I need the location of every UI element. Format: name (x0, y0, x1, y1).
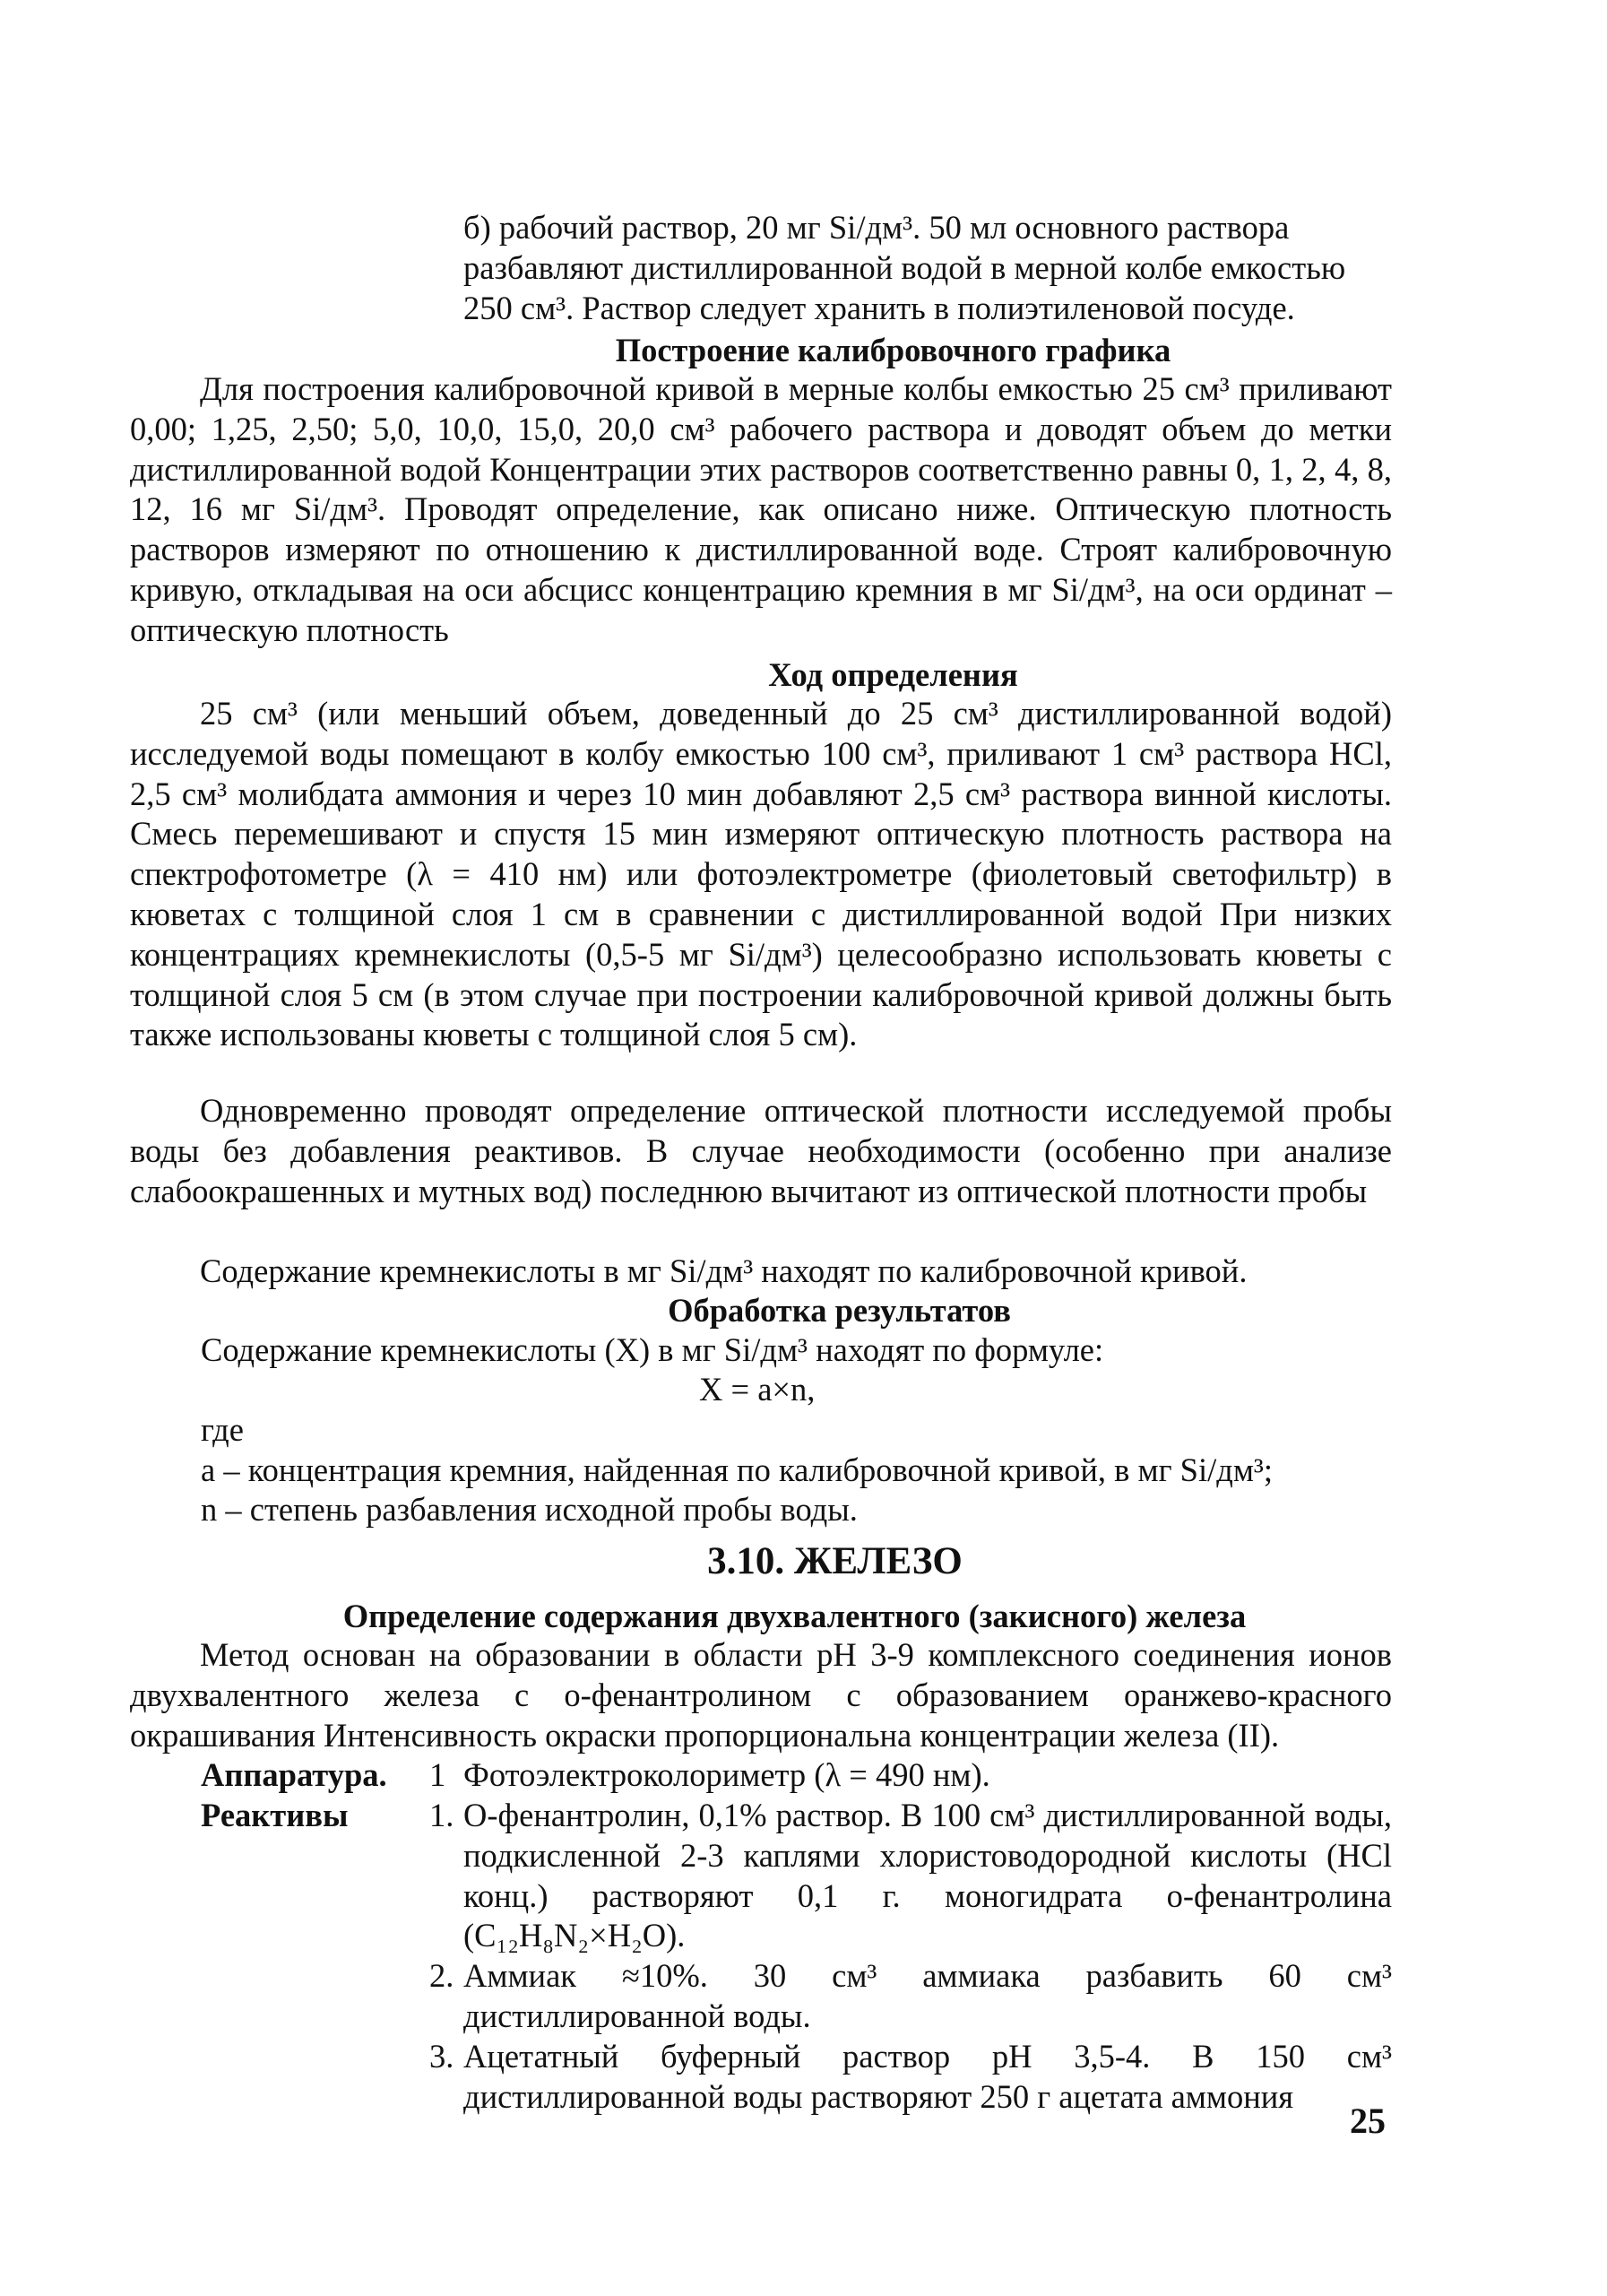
calibration-paragraph: Для построения калибровочной кривой в мерные колбы емкостью 25 см³ приливают 0,00; 1,25, 2,50; 5,0, 10,0, 15,0, 20,0 см³ рабочего раствора и доводят объем до метки дистиллированной водой Концентрации этих растворов соответственно равны 0, 1, 2, 4, 8, 12, 16 мг Si/дм³. Проводят определение, как описано ниже. Оптическую плотность растворов измеряют по отношению к дистиллированной воде. Строят калибровочную кривую, откладывая на оси абсцисс концентрацию кремния в мг Si/дм³, на оси ординат – оптическую плотность (130, 370, 1392, 648)
apparatus-label: Аппаратура. (201, 1756, 387, 1793)
procedure-paragraph-1: 25 см³ (или меньший объем, доведенный до 25 см³ дистиллированной водой) исследуемой воды помещают в колбу емкостью 100 см³, приливают 1 см³ раствора HCl, 2,5 см³ молибдата аммония и через 10 мин добавляют 2,5 см³ раствора винной кислоты. Смесь перемешивают и спустя 15 мин измеряют оптическую плотность раствора на спектрофотометре (λ = 410 нм) или фотоэлектрометре (фиолетовый светофильтр) в кюветах с толщиной слоя 1 см в сравнении с дистиллированной водой При низких концентрациях кремнекислоты (0,5-5 мг Si/дм³) целесообразно использовать кюветы с толщиной слоя 5 см (в этом случае при построении калибровочной кривой должны быть также использованы кюветы с толщиной слоя 5 см). (130, 695, 1392, 1053)
calibration-heading: Построение калибровочного графика (615, 332, 1171, 368)
apparatus-number: 1 (429, 1756, 446, 1793)
reagent-item-2: Аммиак ≈10%. 30 см³ аммиака разбавить 60 см³ дистиллированной воды. (463, 1957, 1392, 2034)
results-where: где (201, 1411, 244, 1448)
results-heading: Обработка результатов (668, 1292, 1011, 1329)
prep-line-2: разбавляют дистиллированной водой в мерной колбе емкостью (463, 249, 1346, 286)
results-text: Содержание кремнекислоты (X) в мг Si/дм³ находят по формуле: (201, 1331, 1104, 1368)
results-definition-a: a – концентрация кремния, найденная по калибровочной кривой, в мг Si/дм³; (201, 1451, 1273, 1488)
page-number: 25 (1350, 2101, 1386, 2141)
procedure-paragraph-3: Содержание кремнекислоты в мг Si/дм³ находят по калибровочной кривой. (200, 1252, 1248, 1289)
procedure-heading: Ход определения (768, 656, 1018, 693)
reagent-item-1: О-фенантролин, 0,1% раствор. В 100 см³ дистиллированной воды, подкисленной 2-3 каплями хлористоводородной кислоты (HCl конц.) растворяют 0,1 г. моногидрата о-фенантролина (C₁₂H₈N₂×H₂O). (463, 1797, 1392, 1954)
apparatus-text: Фотоэлектроколориметр (λ = 490 нм). (463, 1756, 990, 1793)
prep-line-3: 250 см³. Раствор следует хранить в полиэтиленовой посуде. (463, 290, 1295, 326)
reagents-label: Реактивы (201, 1797, 349, 1833)
reagent-number: 1. (429, 1797, 454, 1833)
iron-subheading: Определение содержания двухвалентного (закисного) железа (342, 1598, 1247, 1634)
procedure-paragraph-2: Одновременно проводят определение оптической плотности исследуемой пробы воды без добавления реактивов. В случае необходимости (особенно при анализе слабоокрашенных и мутных вод) последнюю вычитают из оптической плотности пробы (130, 1092, 1392, 1209)
iron-paragraph: Метод основан на образовании в области рН 3-9 комплексного соединения ионов двухвалентного железа с о-фенантролином с образованием оранжево-красного окрашивания Интенсивность окраски пропорциональна концентрации железа (II). (130, 1636, 1392, 1754)
reagent-number: 2. (429, 1957, 454, 1994)
results-definition-n: n – степень разбавления исходной пробы воды. (201, 1491, 858, 1528)
iron-section-title: 3.10. ЖЕЛЕЗО (707, 1540, 963, 1582)
results-formula: X = a×n, (699, 1371, 816, 1408)
reagent-number: 3. (429, 2038, 454, 2075)
reagent-item-3: Ацетатный буферный раствор рН 3,5-4. В 150 см³ дистиллированной воды растворяют 250 г ацетата аммония (463, 2038, 1392, 2115)
prep-line-1: б) рабочий раствор, 20 мг Si/дм³. 50 мл основного раствора (463, 209, 1290, 246)
